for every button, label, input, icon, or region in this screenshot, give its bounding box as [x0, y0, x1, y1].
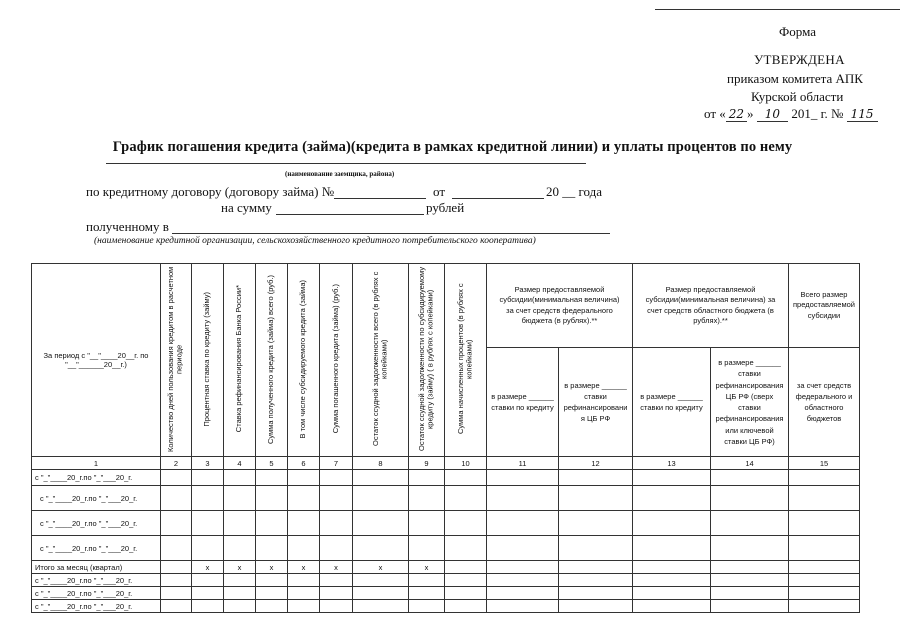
column-number: 8	[353, 457, 409, 470]
period-header: За период с "__"____20__г. по "__"______20__г.)	[32, 264, 161, 457]
col-total-budgets: за счет средств федерального и областного бюджетов	[789, 348, 860, 457]
col-balance-header: Остаток ссудной задолженности всего (в рублях с копейками)	[353, 264, 409, 457]
x-mark: х	[288, 561, 320, 574]
x-mark: х	[256, 561, 288, 574]
row-period: с "_"____20_г.по "_"___20_г.	[32, 470, 161, 486]
sum-label: на сумму	[221, 200, 272, 215]
federal-subsidy-header: Размер предоставляемой субсидии(минимальная величина) за счет средств федерального бюджета (в рублях).**	[487, 264, 633, 348]
col-obl-credit-rate: в размере ______ ставки по кредиту	[633, 348, 711, 457]
row-period: с "_"____20_г.по "_"___20_г.	[32, 587, 161, 600]
total-row	[32, 561, 860, 574]
top-rule	[655, 9, 900, 10]
order-number: 115	[847, 107, 878, 122]
borrower-caption: (наименование заемщика, района)	[285, 170, 395, 178]
organization-caption: (наименование кредитной организации, сельскохозяйственного кредитного потребительского кооператива)	[94, 236, 536, 246]
col-subsidized-header: В том числе субсидируемого кредита (займа)	[288, 264, 320, 457]
regional-subsidy-header: Размер предоставляемой субсидии(минимальная величина) за счет средств областного бюджета (в рублях).**	[633, 264, 789, 348]
column-numbers-row	[32, 457, 860, 470]
sum-unit: рублей	[426, 200, 465, 215]
table-row	[32, 511, 860, 536]
row-period: с "_"____20_г.по "_"___20_г.	[32, 600, 161, 613]
row-period: с "_"____20_г.по "_"___20_г.	[32, 574, 161, 587]
document-title: График погашения кредита (займа)(кредита в рамках кредитной линии) и уплаты процентов по нему	[112, 139, 793, 155]
x-mark: х	[224, 561, 256, 574]
approved-label: УТВЕРЖДЕНА	[754, 52, 845, 67]
sum-line	[276, 214, 424, 215]
date-day: 22	[726, 107, 747, 122]
column-number: 10	[445, 457, 487, 470]
contract-label: по кредитному договору (договору займа) №	[86, 184, 335, 199]
col-interest-header: Сумма начисленных процентов (в рублях с копейками)	[445, 264, 487, 457]
col-days-header: Количество дней пользования кредитом в расчетном периоде	[161, 264, 192, 457]
col-subsidized-balance-header: Остаток ссудной задолженности по субсидируемому кредиту (займу) ( в рублях с копейками)	[409, 264, 445, 457]
repayment-schedule-table	[31, 263, 860, 613]
contract-year: 20 __ года	[546, 184, 603, 199]
column-number: 14	[711, 457, 789, 470]
table-row	[32, 536, 860, 561]
col-refinancing-header: Ставка рефинансирования Банка России*	[224, 264, 256, 457]
contract-date-line	[452, 198, 544, 199]
table-row	[32, 486, 860, 511]
order-line-1: приказом комитета АПК	[727, 71, 863, 86]
column-number: 5	[256, 457, 288, 470]
column-number: 4	[224, 457, 256, 470]
x-mark: х	[353, 561, 409, 574]
x-mark: х	[320, 561, 353, 574]
table-row	[32, 587, 860, 600]
row-period: с "_"____20_г.по "_"___20_г.	[32, 511, 161, 536]
column-number: 9	[409, 457, 445, 470]
column-number: 13	[633, 457, 711, 470]
col-rate-header: Процентная ставка по кредиту (займу)	[192, 264, 224, 457]
total-row-label: Итого за месяц (квартал)	[32, 561, 161, 574]
total-subsidy-header: Всего размер предоставляемой субсидии	[789, 264, 860, 348]
received-label: полученному в	[86, 219, 169, 234]
contract-number-line	[334, 198, 426, 199]
form-label: Форма	[779, 24, 816, 39]
organization-line	[172, 233, 610, 234]
col-loan-received-header: Сумма полученного кредита (займа) всего (руб.)	[256, 264, 288, 457]
column-number: 11	[487, 457, 559, 470]
col-obl-refinancing: в размере ______ ставки рефинансирования ЦБ РФ (сверх ставки рефинансирования или ключевой ставки ЦБ РФ)	[711, 348, 789, 457]
column-number: 1	[32, 457, 161, 470]
table-row	[32, 574, 860, 587]
order-line-2: Курской области	[751, 89, 844, 104]
contract-from-label: от	[433, 184, 446, 199]
row-period: с "_"____20_г.по "_"___20_г.	[32, 536, 161, 561]
column-number: 6	[288, 457, 320, 470]
col-fed-refinancing: в размере ______ ставки рефинансировани я ЦБ РФ	[559, 348, 633, 457]
date-month: 10	[757, 107, 788, 122]
table-row	[32, 600, 860, 613]
order-date: от « 22 » 10 201_ г. № 115	[704, 106, 878, 122]
borrower-line	[106, 163, 586, 164]
column-number: 12	[559, 457, 633, 470]
x-mark: х	[192, 561, 224, 574]
column-number: 3	[192, 457, 224, 470]
column-number: 7	[320, 457, 353, 470]
x-mark: х	[409, 561, 445, 574]
row-period: с "_"____20_г.по "_"___20_г.	[32, 486, 161, 511]
table-row	[32, 470, 860, 486]
col-fed-credit-rate: в размере ______ ставки по кредиту	[487, 348, 559, 457]
column-number: 15	[789, 457, 860, 470]
col-repaid-header: Сумма погашенного кредита (займа) (руб.)	[320, 264, 353, 457]
column-number: 2	[161, 457, 192, 470]
